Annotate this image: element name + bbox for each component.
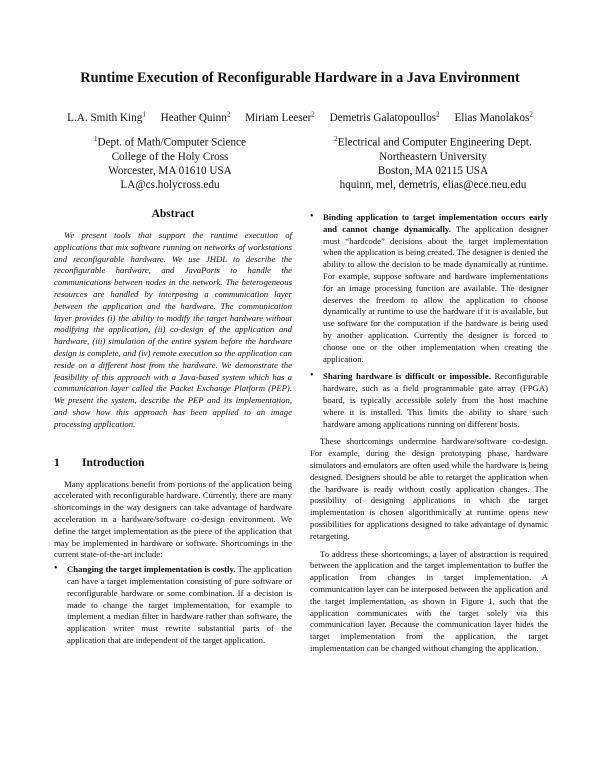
- left-column: [54, 208, 292, 653]
- section-number: 1: [54, 456, 60, 469]
- affiliation-email: LA@cs.holycross.edu: [120, 179, 220, 192]
- affiliation-email: hquinn, mel, demetris, elias@ece.neu.edu: [339, 179, 527, 192]
- paper-title: Runtime Execution of Reconfigurable Hardware in a Java Environment: [80, 70, 520, 86]
- author: Heather Quinn$^2$: [160, 110, 231, 124]
- intro-paragraph: To address these shortcomings, a layer of abstraction is required between the application and the target implementation to buffer the application from changes in target implementation. A communication layer can be interposed between the application and the target implementation, as shown in Figure 1, such that the application communicates with the target solely via this communication layer. Because the communication layer hides the target implementation from the application, the target implementation can be changed without changing the application.: [310, 548, 548, 653]
- author-list: [0, 110, 600, 124]
- shortcomings-list-continued: [310, 212, 548, 430]
- bullet-icon: •: [54, 563, 58, 575]
- right-column: [310, 212, 548, 655]
- author: Elias Manolakos$^2$: [454, 110, 533, 124]
- affiliation-line: College of the Holy Cross: [111, 150, 229, 163]
- list-item: • Binding application to target implementation occurs early and cannot change dynamically. The application designer must “hardcode” decisions about the target implementation when the application is being created. The designer is denied the ability to allow the decision to be made dynamically at runtime. For example, suppose software and hardware implementations for an image processing function are available. The designer deserves the freedom to allow the application to choose dynamically at runtime to use the hardware if it is available, but use software for the computation if the hardware is being used by another application. Currently the designer is forced to choose one or the other implementation when creating the application.: [310, 211, 548, 364]
- abstract-text: We present tools that support the runtime execution of applications that mix software running on networks of workstations and reconfigurable hardware. We use JHDL to describe the reconfigurable hardware, and JavaPorts to handle the communications between nodes in the network. The heterogeneous resources are handled by interposing a communication layer between the application and the hardware. The communication layer provides (i) the ability to modify the target hardware without modifying the application, (ii) co-design of the application and hardware, (iii) simulation of the entire system before the hardware design is complete, and (iv) remote execution so the application can reside on a different host from the hardware. We demonstrate the feasibility of this approach with a Java-based system which has a communication layer called the Packet Exchange Platform (PEP). We present the system, describe the PEP and its implementation, and show how this approach has been applied to an image processing application.: [54, 230, 292, 429]
- list-item: • Changing the target implementation is costly. The application can have a target implementation consisting of pure software or reconfigurable hardware or some combination. If a decision is made to change the target implementation, for example to implement a median filter in hardware rather than software, the application writer must rewrite substantial parts of the application that are independent of the target application.: [54, 563, 293, 645]
- section-title: Introduction: [82, 456, 145, 469]
- affiliation-line: $^1$Dept. of Math/Computer Science: [93, 135, 246, 149]
- author: L.A. Smith King$^1$: [67, 110, 146, 124]
- affiliation-line: Worcester, MA 01610 USA: [108, 165, 232, 178]
- abstract-heading: Abstract: [151, 208, 195, 220]
- shortcomings-list: [54, 564, 292, 647]
- intro-paragraph: Many applications benefit from portions of the application being accelerated with reconfigurable hardware. Currently, there are many shortcomings in the way designers can take advantage of hardware acceleration in a hardware/software co-design environment. We define the target implementation as the piece of the application that may be implemented in hardware or software. Shortcomings in the current state-of-the-art include:: [54, 478, 292, 560]
- bullet-icon: •: [310, 211, 314, 222]
- author: Demetris Galatopoullos$^2$: [329, 110, 440, 124]
- section-heading: [54, 457, 292, 469]
- list-item: • Sharing hardware is difficult or impossible. Reconfigurable hardware, such as a field programmable gate array (FPGA) board, is typically accessible solely from the host machine where it is installed. This limits the ability to share such hardware among applications running on different hosts.: [310, 370, 548, 429]
- affiliation-line: $^2$Electrical and Computer Engineering Dept.: [334, 135, 532, 149]
- affiliation-line: Northeastern University: [379, 150, 487, 163]
- affiliation-line: Boston, MA 02115 USA: [377, 165, 489, 178]
- author: Miriam Leeser$^2$: [245, 110, 315, 124]
- bullet-icon: •: [310, 370, 314, 382]
- affiliation-right: [318, 132, 548, 193]
- affiliation-left: [70, 132, 270, 193]
- intro-paragraph: These shortcomings undermine hardware/software co-design. For example, during the design prototyping phase, hardware simulators and emulators are often used while the hardware is being designed. Designers should be able to retarget the application when the hardware is ready without costly application changes. The possibility of designing applications in which the target implementation is chosen algorithmically at runtime opens new possibilities for applications designed to take advantage of dynamic retargeting.: [310, 436, 548, 541]
